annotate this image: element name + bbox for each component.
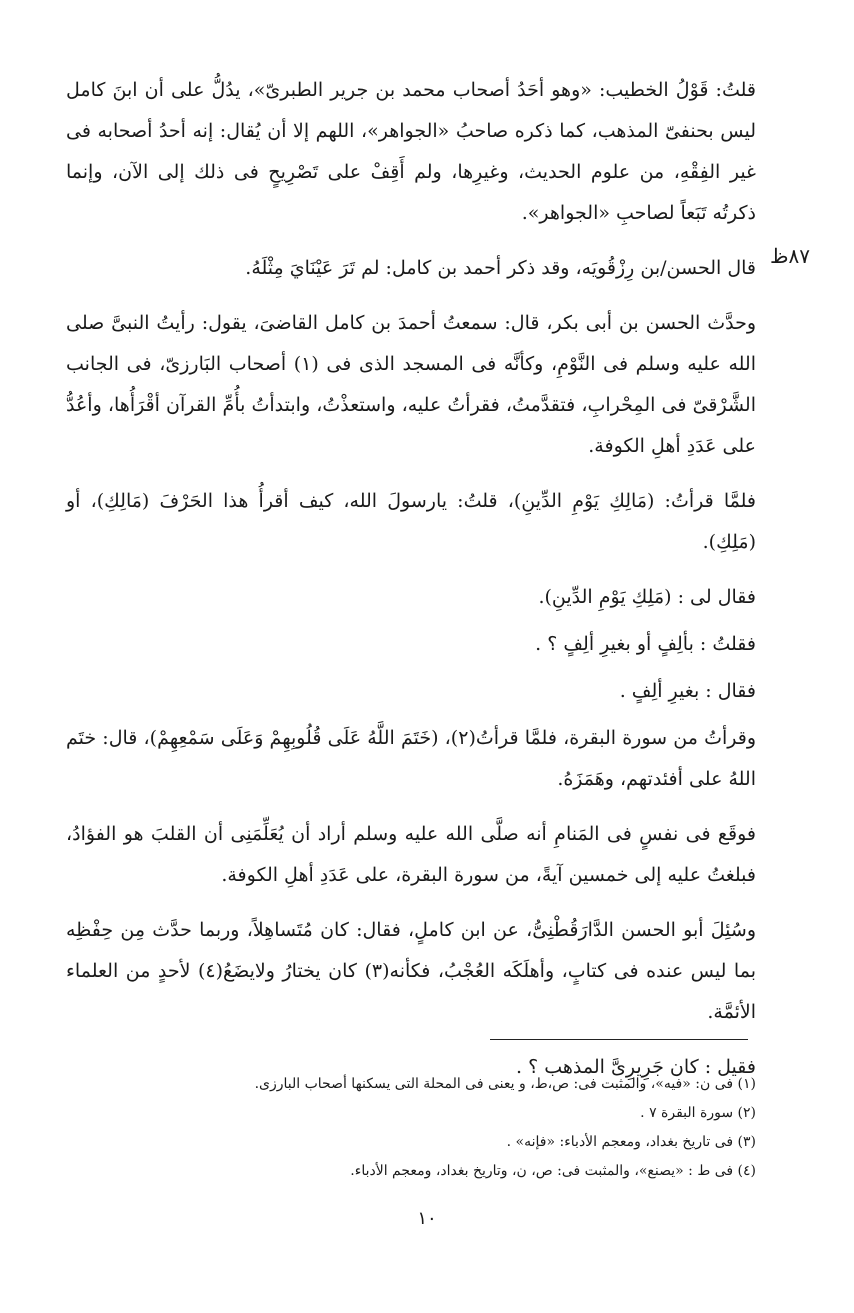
paragraph-baqara-recitation: وقرأتُ من سورة البقرة، فلمَّا قرأتُ(٢)، (خَتَمَ اللَّهُ عَلَى قُلُوبِهِمْ وَعَلَى سَمْعِهِمْ)، قال: ختَم اللهُ على أفئدتهم، وهَمَزَهُ. [66, 727, 756, 790]
page-number: ١٠ [417, 1208, 437, 1229]
dialogue-line: فقلتُ : بألِفٍ أو بغيرِ ألِفٍ ؟ . [535, 633, 756, 655]
main-text [66, 70, 756, 1102]
dialogue-line: فقال : بغيرِ ألِفٍ . [619, 680, 756, 702]
paragraph-dream-narration: وحدَّث الحسن بن أبى بكر، قال: سمعتُ أحمدَ بن كامل القاضىَ، يقول: رأيتُ النبىَّ صلى الله عليه وسلم فى النَّوْمِ، وكأنَّه فى المسجد الذى فى (١) أصحاب البَارزىّ، فى الجانب الشَّرْقىّ فى المِحْرابِ، فتقدَّمتُ، فقرأتُ عليه، واستعذْتُ، وابتدأتُ بأُمِّ القرآن أقْرَأُها، وأعُدُّ على عَدَدِ أهلِ الكوفة. [66, 312, 756, 457]
paragraph-question-malik: فلمَّا قرأتُ: (مَالِكِ يَوْمِ الدِّينِ)، قلتُ: يارسولَ الله، كيف أقرأُ هذا الحَرْفَ (مَالِكِ)، أو (مَلِكِ). [66, 490, 756, 553]
footnote-item: (٣) فى تاريخ بغداد، ومعجم الأدباء: «فإنه» . [506, 1134, 756, 1150]
paragraph-ibn-rizqawayh: قال الحسن/بن رِزْقُويَه، وقد ذكر أحمد بن كامل: لم تَرَ عَيْنَايَ مِثْلَهُ. [245, 257, 756, 279]
footnote-divider [490, 1039, 748, 1040]
paragraph-question-madhhab: فقيل : كان جَرِيرِىَّ المذهب ؟ . [516, 1056, 756, 1078]
footnotes [66, 1070, 756, 1186]
paragraph-daraqutni: وسُئِلَ أبو الحسن الدَّارَقُطْنِىُّ، عن ابن كاملٍ، فقال: كان مُتَساهِلاً، وربما حدَّث مِن حِفْظِه بما ليس عنده فى كتابٍ، وأهلَكَه العُجْبُ، فكأنه(٣) كان يختارُ ولايضَعُ(٤) لأحدٍ من العلماء الأئمَّة. [66, 919, 756, 1023]
footnote-item: (٤) فى ط : «يصنع»، والمثبت فى: ص، ن، وتاريخ بغداد، ومعجم الأدباء. [350, 1163, 756, 1179]
footnote-item: (١) فى ن: «فيه»، والمثبت فى: ص،ط، و يعنى فى المحلة التى يسكنها أصحاب البارزى. [254, 1076, 756, 1092]
dialogue-line: فقال لى : (مَلِكِ يَوْمِ الدِّينِ). [538, 586, 756, 608]
footnote-item: (٢) سورة البقرة ٧ . [640, 1105, 756, 1121]
manuscript-folio-marker: ٨٧ظ [770, 244, 810, 268]
paragraph-interpretation: فوقَع فى نفسٍ فى المَنامِ أنه صلَّى الله عليه وسلم أراد أن يُعَلِّمَنِى أن القلبَ هو الفؤادُ، فبلغتُ عليه إلى خمسين آيةً، من سورة البقرة، على عَدَدِ أهلِ الكوفة. [66, 823, 756, 886]
paragraph-commentary: قلتُ: قَوْلُ الخطيب: «وهو أحَدُ أصحاب محمد بن جرير الطبرىّ»، يدُلُّ على أن ابنَ كامل ليس بحنفىّ المذهب، كما ذكره صاحبُ «الجواهر»، اللهم إلا أن يُقال: إنه أحدُ أصحابه فى غير الفِقْهِ، من علوم الحديث، وغيرِها، ولم أَقِفْ على تَصْرِيحٍ فى ذلك إلى الآن، وإنما ذكرتُه تَبَعاً لصاحبِ «الجواهر». [66, 79, 756, 224]
